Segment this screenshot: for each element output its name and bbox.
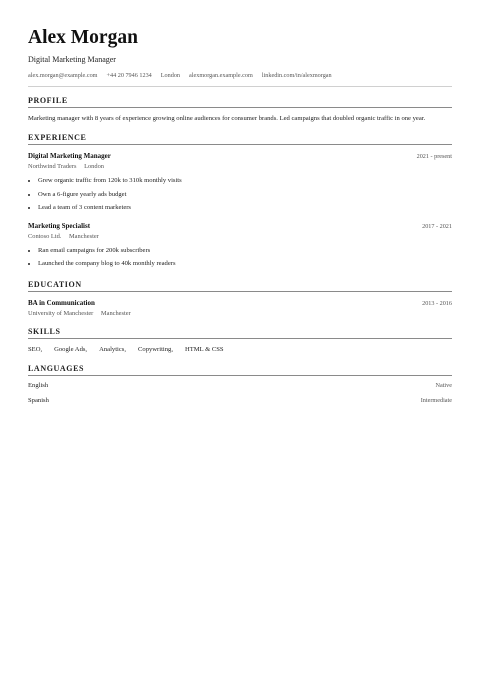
job-company-line bbox=[28, 162, 452, 171]
section-title-profile: PROFILE bbox=[28, 96, 452, 108]
bullet-item: • Launched the company blog to 40k monthly readers bbox=[38, 257, 452, 271]
skill-item: Google Ads, bbox=[54, 345, 88, 353]
skills-section bbox=[28, 327, 452, 355]
job-bullets bbox=[28, 244, 452, 271]
experience-section bbox=[28, 133, 452, 271]
profile-summary: Marketing manager with 8 years of experience growing online audiences for consumer brands. Led campaigns that doubled organic traffic in one year. bbox=[28, 115, 426, 122]
job-title: Marketing Specialist bbox=[28, 221, 91, 230]
skill-item: SEO, bbox=[28, 345, 43, 353]
language-level: Native bbox=[435, 381, 452, 389]
languages-section bbox=[28, 364, 452, 406]
contact-email[interactable]: alex.morgan@example.com bbox=[28, 72, 98, 79]
section-title-education: EDUCATION bbox=[28, 280, 452, 292]
job-entry bbox=[28, 151, 452, 215]
resume-page bbox=[28, 28, 452, 406]
degree-title: BA in Communication bbox=[28, 298, 95, 307]
language-level: Intermediate bbox=[420, 396, 452, 404]
job-bullets bbox=[28, 174, 452, 215]
job-dates: 2021 - present bbox=[416, 153, 452, 160]
profile-section bbox=[28, 96, 452, 124]
section-title-experience: EXPERIENCE bbox=[28, 133, 452, 145]
language-row bbox=[28, 381, 452, 391]
section-title-languages: LANGUAGES bbox=[28, 364, 452, 376]
skills-list bbox=[28, 345, 452, 355]
job-location: London bbox=[84, 163, 104, 170]
education-section bbox=[28, 280, 452, 318]
job-entry bbox=[28, 221, 452, 271]
language-name: English bbox=[28, 381, 49, 389]
education-dates: 2013 - 2016 bbox=[422, 299, 452, 307]
candidate-name: Alex Morgan bbox=[28, 27, 138, 48]
skill-item: HTML & CSS bbox=[184, 345, 224, 353]
school-name: University of Manchester bbox=[28, 309, 94, 317]
contact-website[interactable]: alexmorgan.example.com bbox=[189, 72, 253, 79]
job-company: Contoso Ltd. bbox=[28, 232, 62, 240]
header-divider bbox=[28, 86, 452, 87]
school-location: Manchester bbox=[100, 309, 131, 317]
job-company-line bbox=[28, 232, 452, 241]
job-location: Manchester bbox=[69, 232, 99, 240]
education-school-line bbox=[28, 309, 452, 318]
language-row bbox=[28, 396, 452, 406]
education-entry bbox=[28, 298, 452, 318]
job-title: Digital Marketing Manager bbox=[28, 152, 111, 160]
job-dates: 2017 - 2021 bbox=[422, 222, 452, 230]
contact-linkedin[interactable]: linkedin.com/in/alexmorgan bbox=[261, 72, 332, 79]
bullet-item: • Lead a team of 3 content marketers bbox=[38, 201, 452, 215]
contact-location: London bbox=[160, 72, 181, 79]
contact-phone: +44 20 7946 1234 bbox=[106, 72, 152, 79]
language-name: Spanish bbox=[28, 396, 49, 404]
skill-item: Copywriting, bbox=[138, 345, 173, 353]
candidate-role: Digital Marketing Manager bbox=[28, 55, 116, 64]
bullet-item: • Ran email campaigns for 200k subscribers bbox=[38, 244, 452, 258]
job-company: Northwind Traders bbox=[28, 163, 77, 170]
skill-item: Analytics, bbox=[99, 345, 126, 353]
bullet-item: • Own a 6-figure yearly ads budget bbox=[38, 188, 452, 202]
bullet-item: • Grew organic traffic from 120k to 310k monthly visits bbox=[38, 174, 452, 188]
section-title-skills: SKILLS bbox=[28, 327, 452, 339]
contact-line bbox=[28, 72, 452, 80]
